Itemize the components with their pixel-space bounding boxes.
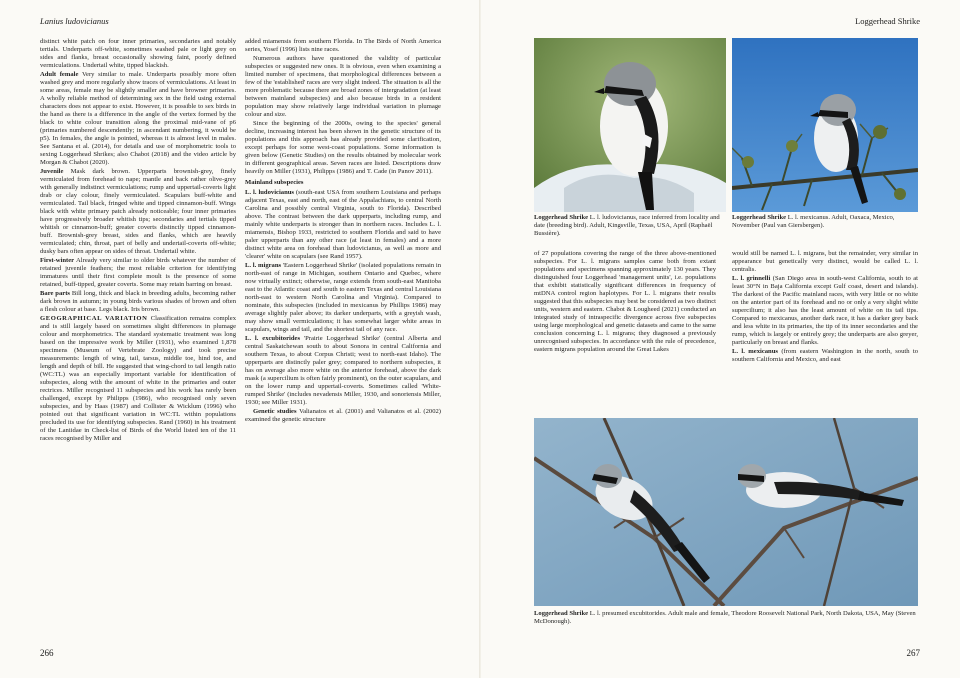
paragraph-text: Valianatos et al. (2001) and Valianatos et al. (2002) examined the genetic structure <box>245 408 441 423</box>
paragraph-text: (San Diego area in south-west California, south to at least 30°N in Baja California except Gulf coast, desert and islands). The darkest of the Pacific mainland races, with very little or no white on the anterior part of its forehead and no or only a very slight white supercilium; it also has the least amount of white on its tail tips. Compared to mexicanus, another dark race, it has a darker grey back and less white in its primaries, the tip of its inner secondaries and the rump, which is largely or entirely grey; the underparts are also greyer, particularly on breast and flanks. <box>732 275 918 346</box>
left-column-2 <box>245 38 441 648</box>
paragraph-text: Already very similar to older birds whatever the number of retained juvenile feathers; the most reliable criterion for identifying immatures until their first complete moult is the presence of some retained, buff-tipped, greater coverts. Some may retain barring on breast. <box>40 257 236 288</box>
right-column-2 <box>732 250 918 410</box>
photo3-caption-title: Loggerhead Shrike <box>534 610 589 617</box>
paragraph-text: (south-east USA from southern Louisiana and perhaps adjacent Texas, east and north, east of the Appalachians, to central North Carolina and possibly central Virginia, south to Florida). Described above. The contrast between the dark upperparts, including rump, and mainly white underparts is stronger than in northern races. Includes L. l. miamensis, Bishop 1933, restricted to southern Florida and said to have paler upperparts than any other race (at least in females) and a more distinct white area on forehead than ludovicianus, as well as more and 'clearer' white on scapulars (see Rand 1957). <box>245 189 441 260</box>
photo1-caption-title: Loggerhead Shrike <box>534 214 589 221</box>
paragraph <box>245 38 441 54</box>
subsection-paragraph <box>732 348 918 364</box>
subsection-paragraph <box>40 257 236 289</box>
page-number-left: 266 <box>40 648 54 658</box>
paragraph <box>245 120 441 176</box>
subsection-paragraph <box>732 275 918 347</box>
paragraph-text: would still be named L. l. migrans, but the remainder, very similar in appearance but genetically very distinct, would be called L. l. centralis. <box>732 250 918 273</box>
photo-shrike-mexicanus <box>732 38 918 212</box>
subsection-paragraph <box>245 262 441 334</box>
paragraph <box>732 250 918 274</box>
run-in-heading: L. l. migrans <box>245 262 283 269</box>
paragraph-text: added miamensis from southern Florida. In The Birds of North America series, Yosef (1996) lists nine races. <box>245 38 441 53</box>
paragraph-text: Mask dark brown. Upperparts brownish-grey, finely vermiculated from forehead to nape; mantle and back rather olive-grey with generally indistinct vermiculations; rump and uppertail-coverts light drab or clay colour, finely vermiculated. Scapulars buff-white and vermiculated. Tail black, fringed white and tipped cinnamon-buff. Wings black with white primary patch already noticeable; four inner primaries have progressively broader whitish tips; secondaries and tertials tipped whitish or cinnamon-buff; greater coverts distinctly tipped cinnamon-buff. Brownish-grey breast, sides and flanks, which are heavily vermiculated; chin, throat, part of belly and undertail-coverts off-white; dusky bars often appear on sides of throat. Undertail white. <box>40 168 236 255</box>
paragraph-text: Very similar to male. Underparts possibly more often washed grey and more regularly show traces of vermiculations. At least in some areas, female may be slightly smaller and have browner primaries. A wholly reliable method of determining sex in the field using external characters does not appear to exist. However, it is possible to sex birds in the hand as there is a difference in the angle of the vertex formed by the black to white colour transition along the proximal mid-vane of p6 (primaries numbered descendently; in ascendant numbering, it would be p5). In females, the angle is pointed, whereas it is almost level in males. See Santana et al. (2014), for details and use of morphometric tools to sexing Loggerhead Shrikes; also Chabot (2018) and the video article by Morgan & Chabot (2020). <box>40 71 236 166</box>
paragraph-text: Since the beginning of the 2000s, owing to the species' general decline, increasing interest has been shown in the genetic structure of its populations and this approach has already provided some clarification, except perhaps for some west-coast populations. Some information is given below (Genetic Studies) on the results obtained by molecular work in different geographical areas. Seven races are listed. Descriptions draw heavily on Miller (1931), Philipps (1986) and T. Cade (in Panov 2011). <box>245 120 441 175</box>
paragraph-text: Classification remains complex and is still largely based on sometimes slight differences in plumage colour and morphometrics. The standard systematic treatment was long based on the impressive work by Miller (1931), who examined 1,878 specimens (Museum of Vertebrate Zoology) and took precise measurements: length of wing, tail, tarsus, middle toe, hind toe, and length and depth of bill. He suggested that wing-chord to tail length ratio (WC:TL) was an especially important variable for identification of subspecies, along with the amount of white in the primaries and outer rectrices. Miller recognised 11 subspecies and his work has rarely been challenged, except by Philipps (1986), who recognised only seven subspecies, and by Haas (1987) and Collister & Wicklum (1996) who pointed out that significant variation in WC:TL within populations precluded its use for identifying subspecies. Rand (1960) in his treatment of the Laniidae in Check-list of Birds of the World listed ten of the 11 races recognised by Miller and <box>40 315 236 442</box>
right-column-1 <box>534 250 716 410</box>
run-in-heading: Juvenile <box>40 168 71 175</box>
photo-shrike-excubitorides-pair <box>534 418 918 606</box>
subsection-paragraph <box>40 290 236 314</box>
right-page <box>480 0 960 678</box>
subsection-paragraph <box>245 189 441 261</box>
paragraph-text: of 27 populations covering the range of the three above-mentioned subspecies. For L. l. migrans samples came both from extant populations and specimens spanning approximately 130 years. They distinguished four Loggerhead 'management units', i.e. populations that exhibit statistically significant differences in frequency of mtDNA control region haplotypes. For L. l. migrans their results suggested that this subspecies may best be considered as two distinct units, western and eastern. Chabot & Lougheed (2021) conducted an integrated study of intraspecific divergence across five subspecies using large morphological and genetic datasets and came to the same conclusion concerning L. l. migrans; they diagnosed a previously unrecognised subspecies. In accordance with the rule of precedence, eastern migrans population around the Great Lakes <box>534 250 716 353</box>
subsection-paragraph <box>40 71 236 167</box>
page-number-right: 267 <box>906 648 920 658</box>
run-in-heading: Bare parts <box>40 290 72 297</box>
photo1-caption-text: L. l. ludovicianus, race inferred from locality and date (breeding bird). Adult, Kingsville, Texas, USA, April (Raphaël Bussière). <box>534 214 720 237</box>
photo1-caption <box>534 214 726 238</box>
paragraph-text: (from eastern Washington in the north, south to southern California and Mexico, and east <box>732 348 918 363</box>
run-in-heading: L. l. excubitorides <box>245 335 304 342</box>
subsection-paragraph <box>40 168 236 256</box>
running-head-left: Lanius ludovicianus <box>40 16 109 26</box>
photo-shrike-ludovicianus <box>534 38 726 212</box>
subsection-paragraph <box>40 315 236 443</box>
run-in-heading: Genetic studies <box>253 408 300 415</box>
paragraph <box>245 55 441 119</box>
running-head-right: Loggerhead Shrike <box>855 16 920 26</box>
left-column-1 <box>40 38 236 648</box>
photo3-caption-text: L. l. presumed excubitorides. Adult male and female, Theodore Roosevelt National Park, North Dakota, USA, May (Steven McDonough). <box>534 610 916 625</box>
run-in-heading: GEOGRAPHICAL VARIATION <box>40 315 151 322</box>
run-in-heading: L. l. mexicanus <box>732 348 782 355</box>
photo3-caption <box>534 610 918 626</box>
paragraph-text: Bill long, thick and black in breeding adults, becoming rather dark brown in autumn; in young birds various shades of brown and often a flesh colour at base. Legs black. Iris brown. <box>40 290 236 313</box>
paragraph <box>534 250 716 354</box>
run-in-heading: L. l. ludovicianus <box>245 189 296 196</box>
subsection-paragraph <box>245 335 441 407</box>
photo2-caption-title: Loggerhead Shrike <box>732 214 787 221</box>
paragraph-text: Numerous authors have questioned the validity of particular subspecies or suggested new ones. It is obvious, even when examining a limited number of specimens, that morphological differences between a few of the 'established' races are very slight indeed. The situation is all the more problematic because there are broad zones of intergradation (at least between mainland subspecies) and also because birds in a resident population may show relatively large individual variation in plumage colour and size. <box>245 55 441 118</box>
run-in-heading: First-winter <box>40 257 77 264</box>
paragraph: distinct white patch on four inner primaries, secondaries and notably tertials. Underparts off-white, sometimes washed pale or light grey on sides and flanks, breast occasionally showing faint, poorly defined vermiculations. Undertail white, tipped blackish. <box>40 38 236 69</box>
run-in-heading: L. l. grinnelli <box>732 275 773 282</box>
section-heading: Mainland subspecies <box>245 179 304 186</box>
run-in-heading: Adult female <box>40 71 83 78</box>
photo2-caption <box>732 214 918 230</box>
paragraph-text: 'Prairie Loggerhead Shrike' (central Alberta and central Saskatchewan south to about Sonora in central California and southern Texas, to about Corpus Christi; west to north-east Idaho). The upperparts are distinctly paler grey; compared to northern subspecies, it has on average also more white on the anterior forehead, above the dark mask (a supercilium is often fairly prominent), on the outer scapulars, and on the lower rump and uppertail-coverts. Sometimes called 'White-rumped Shrike' (includes nevadensis Miller, 1930, and sonoriensis Miller, 1930; see Miller 1931). <box>245 335 441 406</box>
paragraph-text: 'Eastern Loggerhead Shrike' (isolated populations remain in north-east of range in Michigan, southern Ontario and Quebec, where now virtually extinct; otherwise, range extends from south-east Manitoba east to the Atlantic coast and south to eastern Texas and central Louisiana north-east to western North Carolina and Virginia). Compared to nominate, this subspecies (included in mexicanus by Phillips 1986) may average slightly paler above; its darker underparts, with a greyish wash, may show small vermiculations; it has somewhat larger white areas in scapulars, wings and tail, and the shortest tail of any race. <box>245 262 441 333</box>
photo2-caption-text: L. l. mexicanus. Adult, Oaxaca, Mexico, November (Paul van Giersbergen). <box>732 214 895 229</box>
subsection-paragraph <box>245 408 441 424</box>
